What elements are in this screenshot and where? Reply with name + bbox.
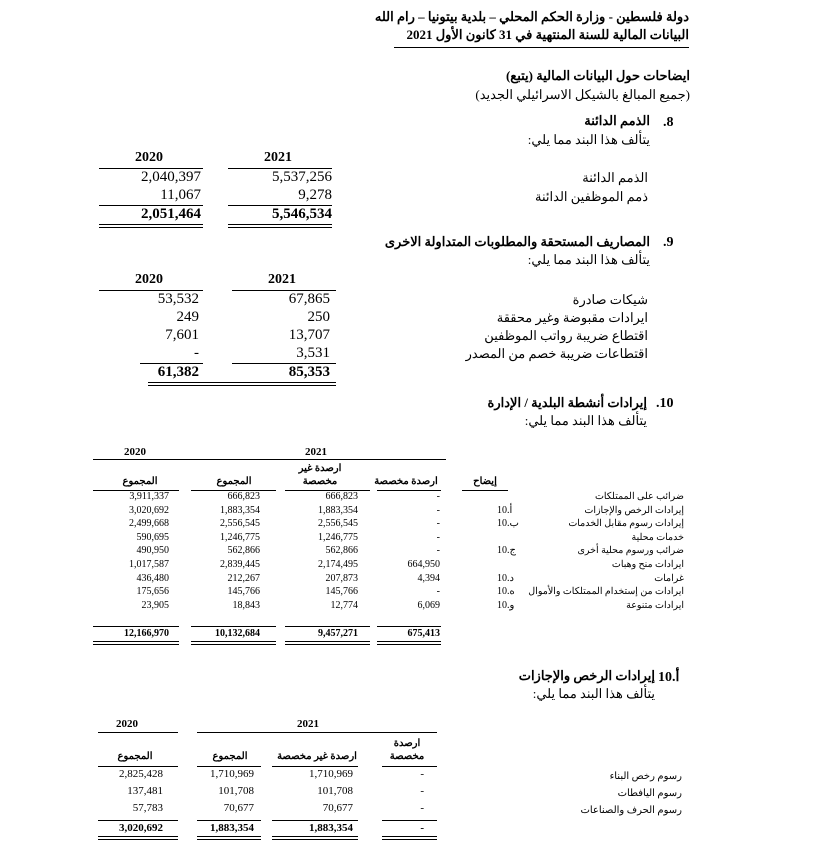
note-ref: 10.د — [497, 572, 514, 584]
note-10-sum-rule-unrestricted — [285, 626, 370, 627]
total-2020-value: 57,783 — [132, 802, 163, 814]
unrestricted-value: 562,866 — [325, 545, 358, 557]
total-value: 2,556,545 — [220, 518, 260, 530]
unrestricted-value: 2,556,545 — [318, 518, 358, 530]
header-total-2020: المجموع — [122, 476, 158, 487]
note-10-year-2021: 2021 — [305, 446, 327, 458]
header-line-2: البيانات المالية للسنة المنتهية في 31 كانون الأول 2021 — [406, 27, 689, 42]
note-9-total-rule-2020 — [148, 382, 234, 386]
value-2021: 250 — [307, 309, 330, 325]
value-2021: 5,537,256 — [272, 169, 332, 185]
header-unrestricted-1: ارصدة غير — [298, 463, 342, 474]
note-ref: 10.أ — [497, 504, 513, 516]
total-value: 145,766 — [227, 586, 260, 598]
note-10a-subtitle: يتألف هذا البند مما يلي: — [532, 686, 655, 701]
row-label: ايرادات متنوعة — [626, 600, 684, 611]
note-10-head-rule-restricted — [377, 490, 441, 491]
unrestricted-value: 207,873 — [325, 572, 358, 584]
value-2020: 2,040,397 — [141, 169, 201, 185]
note-10a-head-rule-restricted — [382, 766, 437, 767]
restricted-value: - — [420, 785, 424, 797]
header-total-2020: المجموع — [117, 751, 153, 762]
total-2020-value: 3,020,692 — [129, 504, 169, 516]
row-label: إيرادات الرخص والإجازات — [584, 505, 684, 516]
unrestricted-value: 70,677 — [322, 802, 353, 814]
note-10a-total-rule-unrestricted — [272, 836, 358, 840]
header-total: المجموع — [216, 476, 252, 487]
note-8-number: .8 — [663, 115, 674, 130]
note-10a-head-rule-unrestricted — [272, 766, 358, 767]
note-10-total-2020: 12,166,970 — [124, 628, 169, 639]
restricted-value: 664,950 — [407, 559, 440, 570]
total-2020-value: 2,499,668 — [129, 518, 169, 530]
note-10-total-restricted: 675,413 — [407, 628, 440, 639]
note-10a-number: 10.أ — [658, 670, 680, 685]
note-10-year-rule-2021 — [176, 459, 446, 460]
row-label: ايرادات مقبوضة وغير محققة — [496, 310, 648, 325]
unrestricted-value: 145,766 — [325, 586, 358, 598]
note-9-total-rule-2021 — [232, 382, 336, 386]
header-unrestricted-2: مخصصة — [302, 476, 338, 487]
total-2020-value: 3,911,337 — [129, 491, 169, 502]
row-label: ذمم الموظفين الدائنة — [535, 189, 648, 204]
note-8-total-2020: 2,051,464 — [141, 206, 201, 222]
restricted-value: - — [436, 491, 440, 502]
unrestricted-value: 101,708 — [317, 785, 353, 797]
note-10-sum-rule-total — [191, 626, 276, 627]
note-8-year-2020: 2020 — [135, 150, 163, 165]
note-10a-head-rule-total — [197, 766, 261, 767]
unrestricted-value: 12,774 — [330, 599, 358, 611]
value-2020: - — [194, 345, 199, 361]
row-label: خدمات محلية — [631, 532, 684, 543]
note-10a-year-rule-2021 — [197, 732, 437, 733]
unrestricted-value: 1,883,354 — [318, 504, 358, 516]
total-value: 101,708 — [218, 785, 254, 797]
total-2020-value: 590,695 — [136, 531, 169, 543]
value-2021: 9,278 — [298, 187, 332, 203]
note-10-year-rule-2020 — [93, 459, 179, 460]
header-total: المجموع — [212, 751, 248, 762]
note-10a-title: إيرادات الرخص والإجازات — [518, 668, 655, 683]
unrestricted-value: 2,174,495 — [318, 559, 358, 570]
row-label: اقتطاعات ضريبة خصم من المصدر — [465, 346, 648, 361]
note-9-year-2020: 2020 — [135, 272, 163, 287]
total-2020-value: 2,825,428 — [119, 768, 163, 780]
total-value: 666,823 — [227, 491, 260, 502]
note-9-total-2020: 61,382 — [157, 364, 199, 380]
total-value: 1,883,354 — [220, 504, 260, 516]
total-2020-value: 175,656 — [136, 586, 169, 598]
value-2020: 53,532 — [157, 291, 199, 307]
note-9-year-2021: 2021 — [268, 272, 296, 287]
note-ref: 10.ه — [497, 586, 515, 598]
note-10a-sum-rule-unrestricted — [272, 820, 358, 821]
note-8-total-rule-2021 — [228, 224, 332, 228]
unrestricted-value: 1,710,969 — [309, 768, 353, 780]
total-2020-value: 1,017,587 — [129, 559, 169, 570]
note-ref: 10.و — [497, 599, 515, 611]
total-2020-value: 23,905 — [141, 599, 169, 611]
row-label: ايرادات من إستخدام الممتلكات والأموال — [528, 587, 684, 598]
note-10-sum-rule-restricted — [377, 626, 441, 627]
restricted-value: - — [436, 586, 440, 598]
header-restricted: ارصدة مخصصة — [374, 476, 438, 487]
header-line-1: دولة فلسطين - وزارة الحكم المحلي – بلدية بيتونيا – رام الله — [374, 9, 689, 24]
note-10a-total-rule-2020 — [98, 836, 178, 840]
total-value: 18,843 — [232, 599, 260, 611]
header-restricted-1: ارصدة — [393, 738, 421, 749]
note-9-subtitle: يتألف هذا البند مما يلي: — [527, 252, 650, 267]
note-10a-year-rule-2020 — [98, 732, 178, 733]
total-value: 1,710,969 — [210, 768, 254, 780]
restricted-value: - — [436, 545, 440, 557]
note-9-total-2021: 85,353 — [288, 364, 330, 380]
note-10a-total-restricted: - — [420, 822, 424, 834]
note-10a-year-2021: 2021 — [297, 718, 319, 730]
restricted-value: - — [436, 504, 440, 516]
note-10a-head-rule-2020 — [98, 766, 178, 767]
restricted-value: - — [420, 768, 424, 780]
row-label: رسوم اليافطات — [617, 788, 682, 799]
note-10-total-unrestricted: 9,457,271 — [318, 628, 358, 639]
row-label: غرامات — [654, 573, 684, 584]
note-10a-year-2020: 2020 — [116, 718, 138, 730]
restricted-value: - — [436, 531, 440, 543]
unrestricted-value: 666,823 — [325, 491, 358, 502]
note-8-total-rule-2020 — [99, 224, 203, 228]
restricted-value: 4,394 — [417, 572, 440, 584]
row-label: اقتطاع ضريبة رواتب الموظفين — [484, 328, 648, 343]
note-10-total: 10,132,684 — [215, 628, 260, 639]
value-2020: 7,601 — [165, 327, 199, 343]
note-10-title: إيرادات أنشطة البلدية / الإدارة — [487, 395, 647, 410]
row-label: شيكات صادرة — [572, 292, 648, 307]
note-9-title: المصاريف المستحقة والمطلوبات المتداولة الاخرى — [384, 234, 650, 249]
note-10a-sum-rule-2020 — [98, 820, 178, 821]
note-10-head-rule-note — [462, 490, 508, 491]
note-8-subtitle: يتألف هذا البند مما يلي: — [527, 132, 650, 147]
value-2021: 13,707 — [288, 327, 330, 343]
note-10a-total-unrestricted: 1,883,354 — [309, 822, 353, 834]
note-10a-total-rule-restricted — [382, 836, 437, 840]
row-label: ضرائب على الممتلكات — [594, 492, 684, 502]
header-underline — [394, 47, 689, 48]
row-label: ايرادات منح وهبات — [611, 560, 684, 570]
total-value: 1,246,775 — [220, 531, 260, 543]
row-label: إيرادات رسوم مقابل الخدمات — [568, 519, 684, 530]
note-10-total-rule-total — [191, 641, 276, 645]
header-unrestricted: ارصدة غير مخصصة — [277, 751, 357, 762]
note-10-total-rule-unrestricted — [285, 641, 370, 645]
total-value: 70,677 — [223, 802, 254, 814]
note-10-sum-rule-2020 — [93, 626, 179, 627]
row-label: ضرائب ورسوم محلية أخرى — [577, 546, 684, 557]
note-ref: 10.ب — [497, 518, 519, 530]
note-10a-sum-rule-total — [197, 820, 261, 821]
total-2020-value: 490,950 — [136, 545, 169, 557]
total-2020-value: 137,481 — [127, 785, 163, 797]
row-label: الذمم الدائنة — [582, 170, 648, 185]
row-label: رسوم الحرف والصناعات — [580, 805, 682, 816]
restricted-value: 6,069 — [417, 599, 440, 611]
value-2021: 3,531 — [296, 345, 330, 361]
note-8-total-2021: 5,546,534 — [272, 206, 332, 222]
value-2021: 67,865 — [288, 291, 330, 307]
note-10-subtitle: يتألف هذا البند مما يلي: — [524, 413, 647, 428]
restricted-value: - — [436, 518, 440, 530]
notes-title: ايضاحات حول البيانات المالية (يتبع) — [505, 68, 690, 83]
note-10a-sum-rule-restricted — [382, 820, 437, 821]
total-value: 2,839,445 — [220, 559, 260, 570]
total-value: 562,866 — [227, 545, 260, 557]
note-10-number: .10 — [656, 396, 674, 411]
header-note: إيضاح — [473, 476, 497, 487]
value-2020: 249 — [176, 309, 199, 325]
total-2020-value: 436,480 — [136, 572, 169, 584]
note-10a-total-2020: 3,020,692 — [119, 822, 163, 834]
note-8-title: الذمم الدائنة — [584, 113, 650, 128]
note-10a-total-rule-total — [197, 836, 261, 840]
header-restricted-2: مخصصة — [389, 751, 425, 762]
currency-note: (جميع المبالغ بالشيكل الاسرائيلي الجديد) — [475, 87, 690, 102]
note-9-number: .9 — [663, 235, 674, 250]
note-10a-total: 1,883,354 — [210, 822, 254, 834]
value-2020: 11,067 — [160, 187, 201, 203]
note-ref: 10.ج — [497, 545, 516, 557]
unrestricted-value: 1,246,775 — [318, 531, 358, 543]
row-label: رسوم رخص البناء — [609, 771, 682, 782]
note-10-total-rule-restricted — [377, 641, 441, 645]
note-8-year-2021: 2021 — [264, 150, 292, 165]
total-value: 212,267 — [227, 572, 260, 584]
note-10-year-2020: 2020 — [124, 446, 146, 458]
note-10-total-rule-2020 — [93, 641, 179, 645]
restricted-value: - — [420, 802, 424, 814]
